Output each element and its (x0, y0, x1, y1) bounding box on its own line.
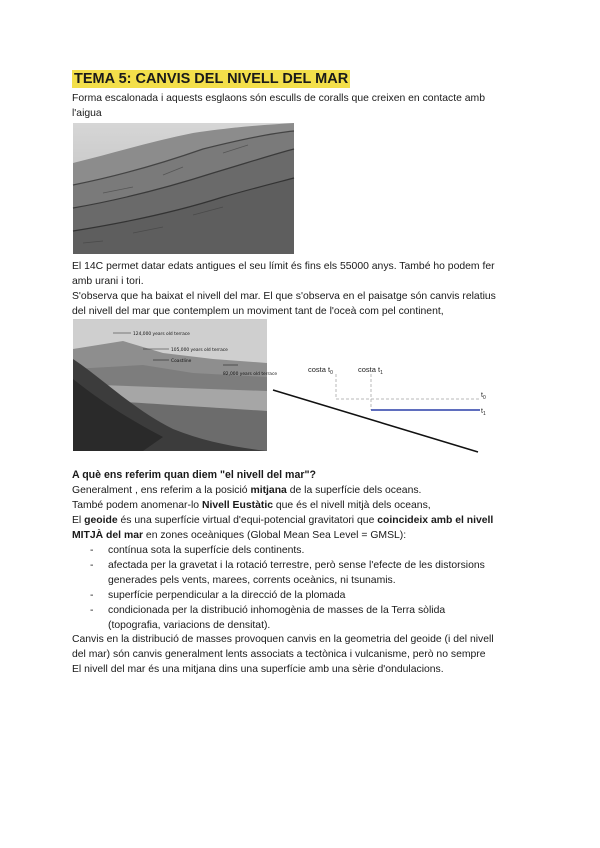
general-a: Generalment , ens referim a la posició (72, 485, 251, 496)
geoide1-bold2: coincideix amb el nivell (377, 515, 494, 526)
observation-line-2: del nivell del mar que contemplem un moviment tant de l'oceà com pel continent, (72, 306, 444, 317)
list-item: - condicionada per la distribució inhomogènia de masses de la Terra sòlida (topografia, variacions de densitat). (90, 605, 446, 631)
general-bold: mitjana (250, 485, 287, 496)
geoide1-bold: geoide (84, 515, 118, 526)
intro-line-2: l'aigua (72, 108, 102, 119)
coastline-diagram (268, 362, 498, 454)
list-item: - superfície perpendicular a la direcció de la plomada (90, 590, 346, 601)
closing-line-2: del mar) són canvis generalment lents associats a tectònica i vulcanisme, però no sempre (72, 649, 486, 660)
radiocarbon-line-2: amb urani i tori. (72, 276, 144, 287)
t1-sub: 1 (482, 411, 486, 417)
eustatic-bold: Nivell Eustàtic (201, 500, 273, 511)
svg-text:t0 (481, 392, 486, 401)
general-line (72, 483, 532, 498)
label-coastline: Coastline (171, 359, 192, 364)
costa-t1-sub: 1 (380, 370, 383, 376)
coral-terraces-photo (73, 123, 294, 254)
labeled-terraces-photo (73, 319, 278, 451)
general-c: de la superfície dels oceans. (286, 485, 422, 496)
geoide-line-2 (72, 528, 532, 543)
observation-line-1: S'observa que ha baixat el nivell del mar. El que s'observa en el paisatge són canvis relatius (72, 291, 496, 302)
radiocarbon-line-1: El 14C permet datar edats antigues el seu límit és fins els 55000 anys. També ho podem fer (72, 261, 495, 272)
geoide-properties-list (72, 543, 542, 633)
costa-t1-label: costa t (358, 365, 381, 374)
closing-line-1: Canvis en la distribució de masses provoquen canvis en la geometria del geoide (i del nivell (72, 634, 494, 645)
label-105000: 105,000 years old terrace (171, 348, 228, 353)
intro-line-1: Forma escalonada i aquests esglaons són esculls de coralls que creixen en contacte amb (72, 93, 485, 104)
section-question: A què ens referim quan diem "el nivell del mar"? (72, 469, 316, 481)
list-item: - afectada per la gravetat i la rotació terrestre, però sense l'efecte de les distorsions generades pels vents, marees, corrents oceànics, ni tsunamis. (90, 560, 485, 586)
t0-sub: 0 (482, 395, 486, 401)
geoide1-a: El (72, 515, 85, 526)
geoide-line-1 (72, 513, 532, 528)
svg-text:costa t0 (308, 365, 333, 376)
t1-label: t (481, 408, 483, 415)
geoide2-bold: MITJÀ del mar (72, 530, 144, 541)
list-item: - contínua sota la superfície dels continents. (90, 545, 305, 556)
eustatic-a: També podem anomenar-lo (72, 500, 202, 511)
label-82000: 82,000 years old terrace (223, 372, 278, 377)
eustatic-line (72, 498, 532, 513)
svg-text:t1 (481, 408, 486, 417)
t0-label: t (481, 392, 483, 399)
eustatic-c: que és el nivell mitjà dels oceans, (272, 500, 431, 511)
geoide2-b: en zones oceàniques (Global Mean Sea Level = GMSL): (143, 530, 407, 541)
closing-line-3: El nivell del mar és una mitjana dins una superfície amb una sèrie d'ondulacions. (72, 664, 444, 675)
label-124000: 124,000 years old terrace (133, 332, 190, 337)
geoide1-c: és una superfície virtual d'equi-potencial gravitatori que (117, 515, 378, 526)
costa-t0-label: costa t (308, 365, 331, 374)
costa-t0-sub: 0 (330, 370, 333, 376)
page-title: TEMA 5: CANVIS DEL NIVELL DEL MAR (74, 71, 349, 87)
